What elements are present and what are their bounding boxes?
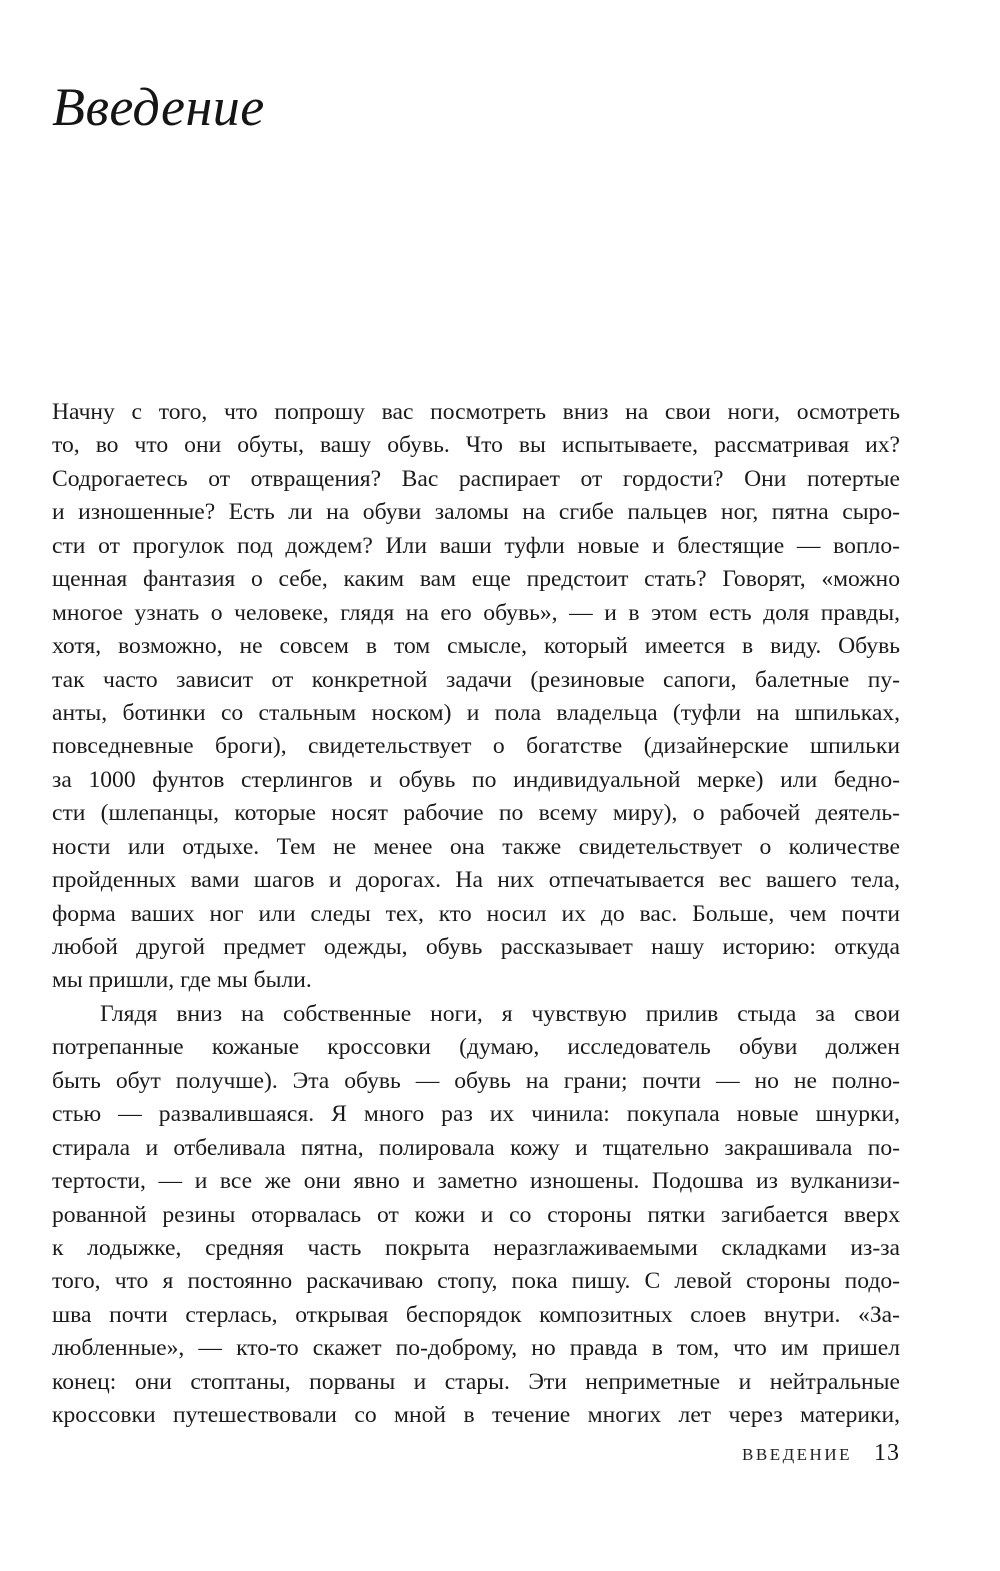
paragraph-1 — [52, 396, 900, 998]
text-line: любленные», — кто-то скажет по-доброму, но правда в том, что им пришел — [52, 1335, 900, 1362]
text-line: рованной резины оторвалась от кожи и со стороны пятки загибается вверх — [52, 1201, 900, 1228]
text-line: хотя, возможно, не совсем в том смысле, который имеется в виду. Обувь — [52, 633, 900, 660]
text-line: щенная фантазия о себе, каким вам еще предстоит стать? Говорят, «можно — [52, 566, 900, 593]
text-line: шва почти стерлась, открывая беспорядок композитных слоев внутри. «За- — [52, 1301, 900, 1328]
text-line: кроссовки путешествовали со мной в течение многих лет через материки, — [52, 1402, 900, 1429]
body-text — [52, 396, 900, 1433]
running-head: ВВЕДЕНИЕ — [742, 1445, 852, 1464]
text-line: то, во что они обуты, вашу обувь. Что вы испытываете, рассматривая их? — [52, 432, 900, 459]
text-line: так часто зависит от конкретной задачи (резиновые сапоги, балетные пу- — [52, 666, 900, 693]
text-line: пройденных вами шагов и дорогах. На них отпечатывается вес вашего тела, — [52, 867, 900, 894]
text-line: к лодыжке, средняя часть покрыта неразглаживаемыми складками из-за — [52, 1234, 900, 1261]
text-line: ности или отдыхе. Тем не менее она также свидетельствует о количестве — [52, 833, 900, 860]
text-line: за 1000 фунтов стерлингов и обувь по индивидуальной мерке) или бедно- — [52, 766, 900, 793]
text-line: Содрогаетесь от отвращения? Вас распирает от гордости? Они потертые — [52, 465, 900, 492]
text-line: Начну с того, что попрошу вас посмотреть вниз на свои ноги, осмотреть — [52, 399, 900, 425]
text-line: потрепанные кожаные кроссовки (думаю, исследователь обуви должен — [52, 1034, 900, 1061]
text-line: сти (шлепанцы, которые носят рабочие по всему миру), о рабочей деятель- — [52, 800, 900, 827]
text-line: форма ваших ног или следы тех, кто носил их до вас. Больше, чем почти — [52, 900, 900, 927]
text-line: сти от прогулок под дождем? Или ваши туфли новые и блестящие — вопло- — [52, 532, 900, 559]
text-line: конец: они стоптаны, порваны и стары. Эти неприметные и нейтральные — [52, 1368, 900, 1395]
page-number: 13 — [874, 1440, 900, 1466]
text-line: того, что я постоянно раскачиваю стопу, пока пишу. С левой стороны подо- — [52, 1268, 900, 1295]
text-line: тертости, — и все же они явно и заметно изношены. Подошва из вулканизи- — [52, 1168, 900, 1195]
text-line: Глядя вниз на собственные ноги, я чувствую прилив стыда за свои — [100, 1000, 900, 1027]
text-line: мы пришли, где мы были. — [52, 967, 312, 994]
chapter-title: Введение — [52, 77, 265, 137]
text-line: стирала и отбеливала пятна, полировала кожу и тщательно закрашивала по- — [52, 1134, 900, 1161]
page-footer — [742, 1440, 900, 1467]
text-line: многое узнать о человеке, глядя на его обувь», — и в этом есть доля правды, — [52, 599, 900, 626]
text-line: стью — развалившаяся. Я много раз их чинила: покупала новые шнурки, — [52, 1101, 900, 1128]
text-line: повседневные броги), свидетельствует о богатстве (дизайнерские шпильки — [52, 733, 900, 760]
paragraph-2 — [52, 998, 900, 1433]
text-line: быть обут получше). Эта обувь — обувь на грани; почти — но не полно- — [52, 1067, 900, 1094]
text-line: анты, ботинки со стальным носком) и пола владельца (туфли на шпильках, — [52, 699, 900, 726]
text-line: и изношенные? Есть ли на обуви заломы на сгибе пальцев ног, пятна сыро- — [52, 499, 900, 526]
text-line: любой другой предмет одежды, обувь рассказывает нашу историю: откуда — [52, 934, 900, 960]
